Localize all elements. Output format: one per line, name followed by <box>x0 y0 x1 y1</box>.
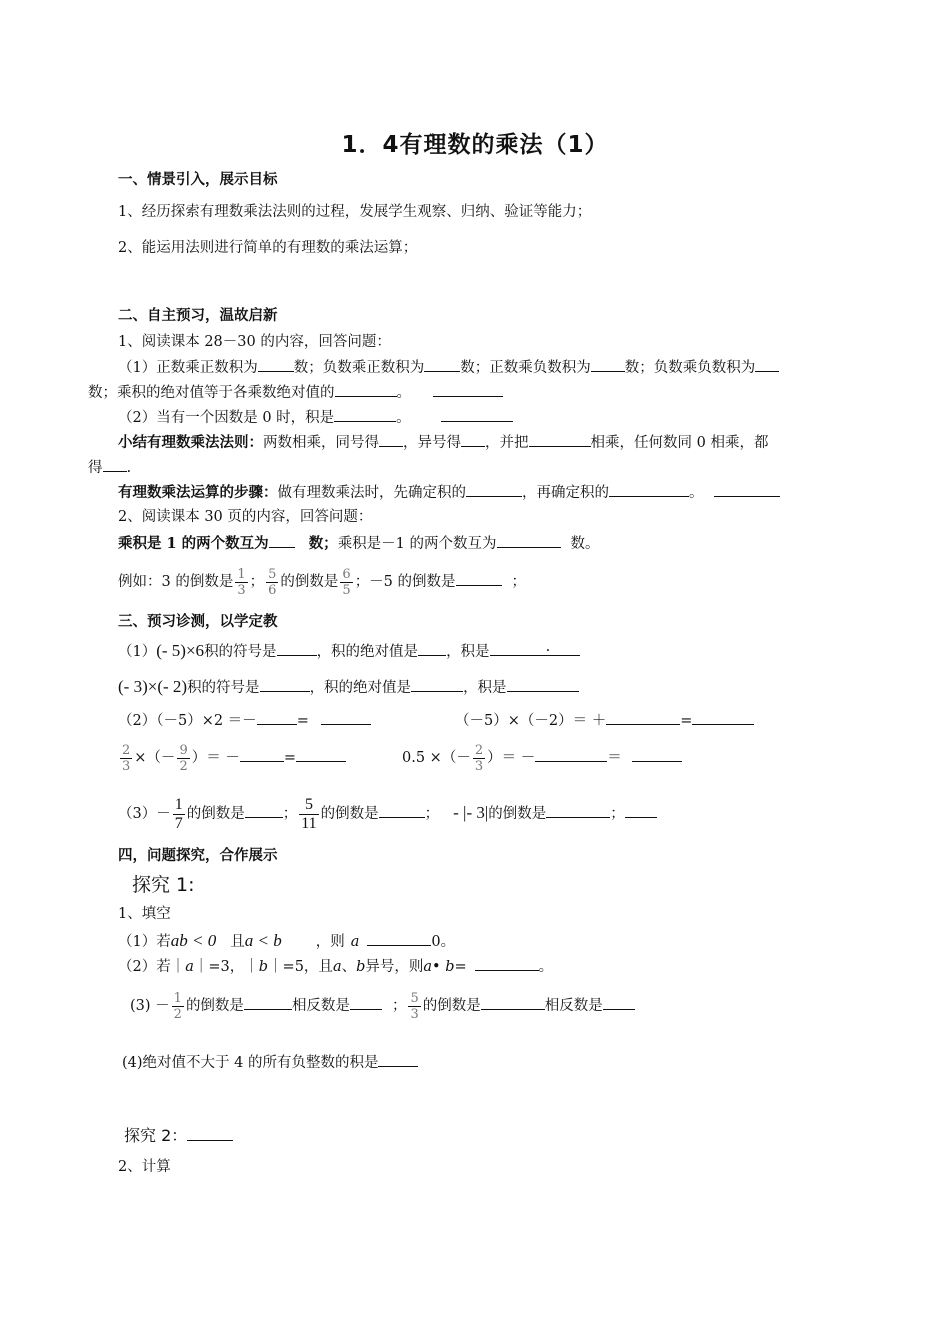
fraction: $\frac{6}{5}$ <box>342 566 351 598</box>
question-1-cont <box>88 382 503 403</box>
practice-2-text-b: ，积的绝对值是 <box>309 680 412 696</box>
explore-2-title <box>124 1124 233 1148</box>
practice-1-text-a: 积的符号是 <box>204 644 277 660</box>
q1-text-f: 。 <box>396 385 411 401</box>
fill-3 <box>130 984 635 1028</box>
math-expression: ab < 0 <box>170 931 217 950</box>
blank[interactable] <box>441 407 513 422</box>
fraction: $\frac{5}{11}$ <box>301 795 317 832</box>
blank[interactable] <box>378 1052 418 1067</box>
fill-3-text-g: 相反数是 <box>544 998 603 1014</box>
fraction: $\frac{2}{3}$ <box>122 742 131 774</box>
blank[interactable] <box>367 931 431 946</box>
math-expression: (- 3)×(- 2) <box>118 677 188 696</box>
blank[interactable] <box>260 677 310 692</box>
q1-text-e: 数；乘积的绝对值等于各乘数绝对值的 <box>88 385 335 401</box>
fraction: $\frac{1}{7}$ <box>174 795 183 832</box>
summary-text-d: 相乘，任何数同 0 相乘，都 <box>590 435 769 451</box>
variable-a: a <box>185 959 194 975</box>
blank[interactable] <box>379 803 425 818</box>
blank[interactable] <box>529 432 591 447</box>
practice-5-text-d: 的倒数是 <box>320 806 379 822</box>
practice-4-text-c: = <box>283 750 296 766</box>
example-text-d: ；－5 的倒数是 <box>354 574 456 590</box>
practice-3-text-a: （2）（－5）×2 ＝－ <box>118 713 257 729</box>
blank[interactable] <box>258 357 294 372</box>
fill-2-text-e: 异号，则 <box>365 959 424 975</box>
fill-4-text: (4)绝对值不大于 4 的所有负整数的积是 <box>122 1055 379 1071</box>
practice-3-right <box>455 710 754 731</box>
blank[interactable] <box>497 533 561 548</box>
goal-2: 2、能运用法则进行简单的有理数的乘法运算； <box>118 240 418 256</box>
practice-2-text-c: ，积是 <box>463 680 507 696</box>
variable-b: b <box>445 959 455 975</box>
fill-heading: 1、填空 <box>118 906 171 922</box>
practice-2-text-a: 积的符号是 <box>187 680 260 696</box>
blank[interactable] <box>335 382 397 397</box>
blank[interactable] <box>240 747 284 762</box>
fill-2-text-g: = <box>454 959 467 975</box>
fill-2-text-h: 。 <box>538 959 554 975</box>
steps-rule <box>118 482 780 503</box>
q1-text-a: （1）正数乘正数积为 <box>118 360 258 376</box>
fraction: $\frac{5}{6}$ <box>268 566 277 598</box>
practice-5-text-c: ； <box>282 806 298 822</box>
fill-1-text-mid: 且 <box>230 934 245 950</box>
practice-4-text-b: ）＝ － <box>191 750 240 766</box>
variable-a: a <box>423 959 433 975</box>
example-text-e: ； <box>511 574 527 590</box>
blank[interactable] <box>609 482 689 497</box>
practice-1-text-c: ，积是 <box>446 644 490 660</box>
fraction: $\frac{9}{2}$ <box>179 742 188 774</box>
blank[interactable] <box>379 432 403 447</box>
fill-2-text-c: ｜=5，且 <box>268 959 333 975</box>
variable-b: b <box>258 959 269 975</box>
reciprocal-example <box>118 563 526 601</box>
blank[interactable] <box>245 803 283 818</box>
summary-rule <box>118 432 768 453</box>
q2-text-b: 。 <box>396 410 411 426</box>
blank[interactable] <box>103 457 127 472</box>
reciprocal-text-b: 数； <box>308 535 338 552</box>
summary-text-e: 得 <box>88 460 103 476</box>
section-2-heading: 二、自主预习，温故启新 <box>118 308 278 324</box>
blank[interactable] <box>591 357 625 372</box>
example-text-b: ； <box>249 574 265 590</box>
fill-2-text-a: （2）若｜ <box>118 959 186 975</box>
explore-1-title: 探究 1: <box>132 874 195 896</box>
practice-5-text-b: 的倒数是 <box>186 806 245 822</box>
practice-3-text-c: （－5）×（－2）＝ ＋ <box>455 713 607 729</box>
blank[interactable] <box>296 747 346 762</box>
q1-text-b: 数；负数乘正数积为 <box>293 360 425 376</box>
summary-label: 小结有理数乘法法则： <box>118 434 263 451</box>
section-4-heading: 四，问题探究，合作展示 <box>118 848 278 864</box>
math-expression: (- 5)×6 <box>156 641 205 660</box>
fill-2-text-d: 、 <box>341 959 357 975</box>
fill-3-text-b: 的倒数是 <box>185 998 244 1014</box>
practice-4-text-a: ×（－ <box>134 750 176 766</box>
steps-text-b: ，再确定积的 <box>522 485 609 501</box>
section-3-heading: 三、预习诊测，以学定教 <box>118 614 278 630</box>
practice-4-left <box>118 738 346 778</box>
q2-text-a: （2）当有一个因数是 0 时，积是 <box>118 410 335 426</box>
fill-1 <box>118 931 455 952</box>
fill-2-text-f: • <box>432 959 446 975</box>
blank[interactable] <box>475 956 539 971</box>
page-title: 1．4有理数的乘法（1） <box>341 132 609 158</box>
practice-4-text-d: 0.5 ×（－ <box>402 750 471 766</box>
blank[interactable] <box>321 710 371 725</box>
goal-1: 1、经历探索有理数乘法法则的过程，发展学生观察、归纳、验证等能力； <box>118 204 592 220</box>
fraction: $\frac{1}{2}$ <box>173 990 182 1022</box>
variable-a: a <box>332 959 342 975</box>
practice-5 <box>118 792 657 834</box>
summary-text-c: ，并把 <box>485 435 529 451</box>
summary-rule-cont <box>88 457 131 478</box>
math-expression: a < b <box>244 931 282 950</box>
fill-2-text-b: ｜=3，｜ <box>193 959 259 975</box>
practice-5-text-e: ； <box>424 806 440 822</box>
blank[interactable] <box>257 710 297 725</box>
variable-b: b <box>356 959 366 975</box>
blank[interactable] <box>244 995 292 1010</box>
reciprocal-text-d: 数。 <box>570 536 600 552</box>
blank[interactable] <box>433 382 503 397</box>
explore-2-label: 探究 2： <box>124 1126 188 1145</box>
math-expression: - |- 3| <box>453 803 489 822</box>
blank[interactable] <box>755 357 779 372</box>
blank[interactable]: . <box>490 641 580 656</box>
fill-3-text-a: (3) － <box>130 998 170 1014</box>
summary-text-f: . <box>126 460 132 476</box>
blank[interactable] <box>411 677 463 692</box>
practice-5-text-a: （3）－ <box>118 806 171 822</box>
reciprocal-text-a: 乘积是 1 的两个数互为 <box>118 535 269 552</box>
fraction: $\frac{2}{3}$ <box>474 742 484 774</box>
practice-5-text-f: 的倒数是 <box>488 806 547 822</box>
blank[interactable] <box>187 1124 233 1141</box>
variable-a: a <box>350 934 360 950</box>
fill-1-text-a: （1）若 <box>118 934 171 950</box>
blank[interactable] <box>606 710 680 725</box>
blank[interactable] <box>334 407 396 422</box>
steps-text-c: 。 <box>689 485 704 501</box>
section-1-heading: 一、情景引入，展示目标 <box>118 172 278 188</box>
blank[interactable] <box>350 995 382 1010</box>
practice-3-text-b: = <box>296 713 309 729</box>
reciprocal-definition <box>118 533 600 554</box>
fraction: $\frac{5}{3}$ <box>410 990 419 1022</box>
blank[interactable] <box>632 747 682 762</box>
example-text-c: 的倒数是 <box>280 574 339 590</box>
practice-1-prefix: （1） <box>118 644 157 660</box>
practice-4-right <box>402 738 682 778</box>
blank[interactable] <box>507 677 579 692</box>
steps-label: 有理数乘法运算的步骤： <box>118 484 278 501</box>
blank[interactable] <box>269 533 295 548</box>
q1-text-c: 数；正数乘负数积为 <box>460 360 591 376</box>
fill-3-text-e: 的倒数是 <box>422 998 481 1014</box>
blank[interactable] <box>424 357 460 372</box>
practice-3-left <box>118 710 371 731</box>
fill-2 <box>118 956 553 977</box>
blank[interactable] <box>714 482 780 497</box>
summary-text-b: ，异号得 <box>403 435 461 451</box>
blank[interactable] <box>535 747 607 762</box>
fill-3-text-c: 相反数是 <box>291 998 350 1014</box>
blank[interactable] <box>456 571 502 586</box>
practice-3-text-d: = <box>680 713 693 729</box>
steps-text-a: 做有理数乘法时，先确定积的 <box>277 485 466 501</box>
fill-1-text-b: ，则 <box>315 934 345 950</box>
example-text-a: 例如：3 的倒数是 <box>118 574 234 590</box>
question-1 <box>118 357 779 378</box>
calc-heading: 2、计算 <box>118 1159 171 1175</box>
practice-1-text-b: ，积的绝对值是 <box>316 644 419 660</box>
q1-text-d: 数；负数乘负数积为 <box>624 360 756 376</box>
blank[interactable] <box>461 432 485 447</box>
practice-1 <box>118 641 580 662</box>
practice-5-text-g: ； <box>610 806 625 822</box>
read-instruction-2: 2、阅读课本 30 页的内容，回答问题： <box>118 509 373 525</box>
blank[interactable] <box>625 803 657 818</box>
fill-3-text-d: ； <box>391 998 407 1014</box>
question-2 <box>118 407 513 428</box>
practice-2 <box>118 677 579 698</box>
fill-4 <box>122 1052 418 1073</box>
practice-4-text-g: ＝ <box>607 750 622 766</box>
summary-text-a: 两数相乘，同号得 <box>263 435 379 451</box>
reciprocal-text-c: 乘积是－1 的两个数互为 <box>337 536 497 552</box>
blank[interactable] <box>277 641 317 656</box>
fill-1-text-c: 0。 <box>431 934 456 950</box>
practice-4-text-e: ）＝ － <box>487 750 536 766</box>
blank[interactable] <box>466 482 522 497</box>
blank[interactable] <box>603 995 635 1010</box>
blank[interactable] <box>692 710 754 725</box>
fraction: $\frac{1}{3}$ <box>237 566 246 598</box>
blank[interactable] <box>481 995 545 1010</box>
blank[interactable] <box>546 803 610 818</box>
read-instruction-1: 1、阅读课本 28－30 的内容，回答问题： <box>118 334 391 350</box>
blank[interactable] <box>418 641 446 656</box>
